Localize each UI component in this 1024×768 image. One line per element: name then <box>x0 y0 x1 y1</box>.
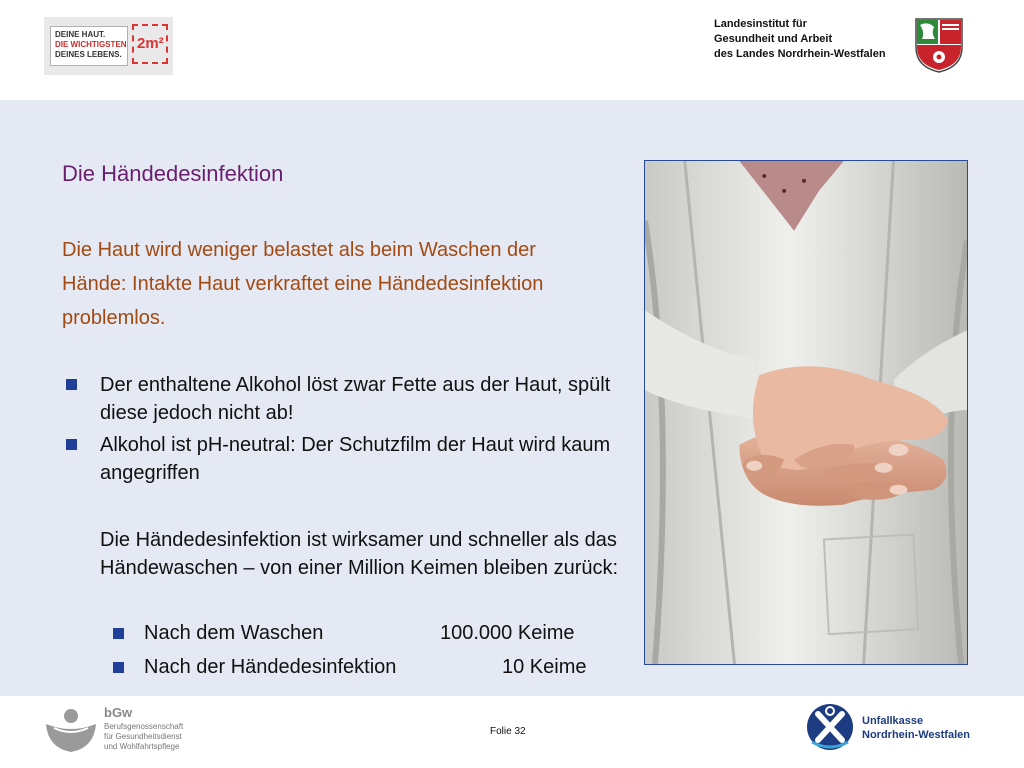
institute-name <box>714 17 886 62</box>
bullet-item <box>66 431 626 487</box>
square-bullet-icon <box>113 628 124 639</box>
unfallkasse-logo-icon <box>806 702 854 752</box>
square-bullet-icon <box>66 379 77 390</box>
bgw-line-3: und Wohlfahrtspflege <box>104 742 180 751</box>
campaign-text-box <box>50 26 128 66</box>
germ-count-label: Nach dem Waschen <box>144 622 324 644</box>
bgw-name: bGw <box>104 705 133 720</box>
nrw-coat-of-arms-icon <box>914 17 964 73</box>
germ-count-list <box>113 616 633 684</box>
hand-disinfection-photo <box>644 160 968 665</box>
bgw-line-2: für Gesundheitsdienst <box>104 732 182 741</box>
bgw-line-1: Berufsgenossenschaft <box>104 722 184 731</box>
campaign-line-2: DIE WICHTIGSTEN <box>55 40 127 49</box>
bullet-text: Der enthaltene Alkohol löst zwar Fette aus der Haut, spült diese jedoch nicht ab! <box>100 374 611 424</box>
institute-line-3: des Landes Nordrhein-Westfalen <box>714 48 886 60</box>
bullet-item <box>66 371 626 427</box>
campaign-badge-label: 2m² <box>137 35 164 52</box>
bullet-list <box>66 371 626 491</box>
germ-count-value: 10 Keime <box>502 656 587 678</box>
unfallkasse-name <box>862 714 970 742</box>
campaign-line-3: DEINES LEBENS. <box>55 50 122 59</box>
unfallkasse-line-1: Unfallkasse <box>862 715 924 727</box>
lead-statement: Die Haut wird weniger belastet als beim Waschen der Hände: Intakte Haut verkraftet eine Händedesinfektion problemlos. <box>62 239 544 329</box>
germ-count-label: Nach der Händedesinfektion <box>144 656 397 678</box>
germ-count-value: 100.000 Keime <box>440 622 575 644</box>
square-bullet-icon <box>113 662 124 673</box>
comparison-paragraph: Die Händedesinfektion ist wirksamer und schneller als das Händewaschen – von einer Million Keimen bleiben zurück: <box>100 529 619 579</box>
bullet-text: Alkohol ist pH-neutral: Der Schutzfilm der Haut wird kaum angegriffen <box>100 434 611 484</box>
institute-line-2: Gesundheit und Arbeit <box>714 33 833 45</box>
unfallkasse-line-2: Nordrhein-Westfalen <box>862 729 970 741</box>
germ-count-item <box>113 650 633 684</box>
bgw-description <box>104 722 183 752</box>
campaign-line-1: DEINE HAUT. <box>55 30 106 39</box>
institute-line-1: Landesinstitut für <box>714 18 807 30</box>
square-bullet-icon <box>66 439 77 450</box>
slide-number: Folie 32 <box>490 726 526 737</box>
campaign-badge <box>132 24 168 64</box>
bgw-logo-icon <box>44 708 98 754</box>
germ-count-item <box>113 616 633 650</box>
campaign-logo <box>44 17 173 75</box>
slide-title: Die Händedesinfektion <box>62 161 284 186</box>
